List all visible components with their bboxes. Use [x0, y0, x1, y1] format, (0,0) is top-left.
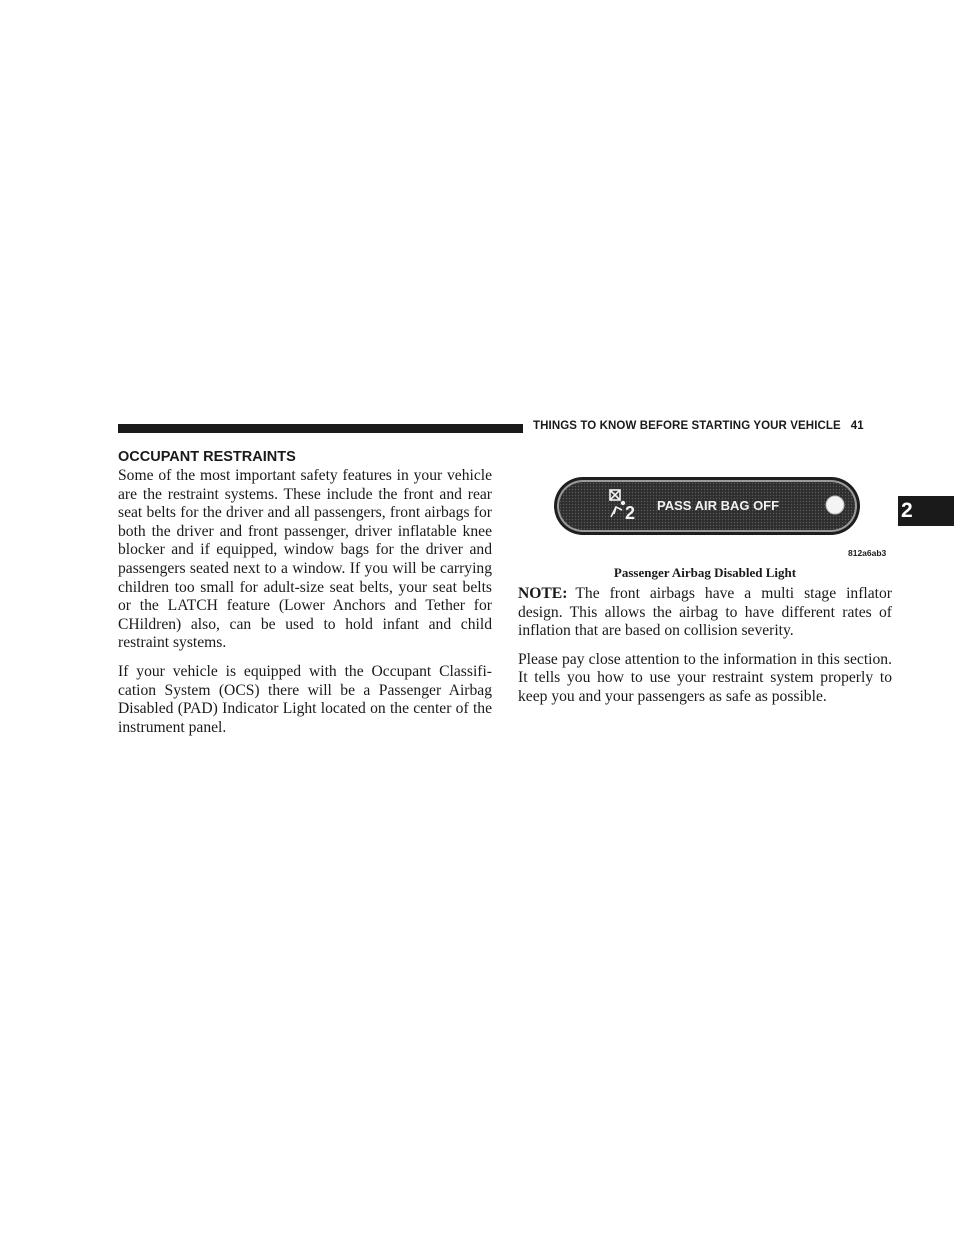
running-header — [533, 420, 864, 432]
indicator-label: PASS AIR BAG OFF — [657, 498, 780, 513]
intro-paragraph: Some of the most important safety features in your vehicle are the restraint systems. These include the front and rear seat belts for the driver and all passengers, front airbags for both the driver and front passenger, driver inflatable knee blocker and if equipped, window bags for the driver and passengers seated next to a window. If you will be carrying children too small for adult-size seat belts, your seat belts or the LATCH feature (Lower Anchors and Tether for CHildren) also, can be used to hold infant and child restraint systems. — [118, 467, 492, 652]
section-title: OCCUPANT RESTRAINTS — [118, 449, 296, 465]
note-label: NOTE: — [518, 585, 568, 602]
pad-indicator-panel — [553, 476, 861, 536]
header-rule — [118, 424, 523, 433]
ocs-paragraph: If your vehicle is equipped with the Occupant Classifi-cation System (OCS) there will be a Passenger Airbag Disabled (PAD) Indicator Light located on the center of the instrument panel. — [118, 662, 492, 736]
page-number: 41 — [850, 420, 864, 432]
pad-indicator-figure — [553, 476, 861, 536]
chapter-tab: 2 — [898, 496, 954, 526]
figure-id: 812a6ab3 — [848, 548, 887, 558]
left-column — [118, 467, 492, 737]
figure-caption: Passenger Airbag Disabled Light — [613, 565, 797, 580]
note-text: The front airbags have a multi stage inflator design. This allows the airbag to have different rates of inflation that are based on collision severity. — [518, 585, 892, 640]
right-column — [518, 585, 892, 707]
running-title: THINGS TO KNOW BEFORE STARTING YOUR VEHICLE — [533, 420, 841, 432]
closing-paragraph: Please pay close attention to the information in this section. It tells you how to use your restraint system properly to keep you and your passengers as safe as possible. — [518, 650, 892, 705]
indicator-lamp-icon — [826, 496, 844, 514]
note-paragraph — [518, 585, 892, 641]
icon-number: 2 — [625, 503, 636, 523]
